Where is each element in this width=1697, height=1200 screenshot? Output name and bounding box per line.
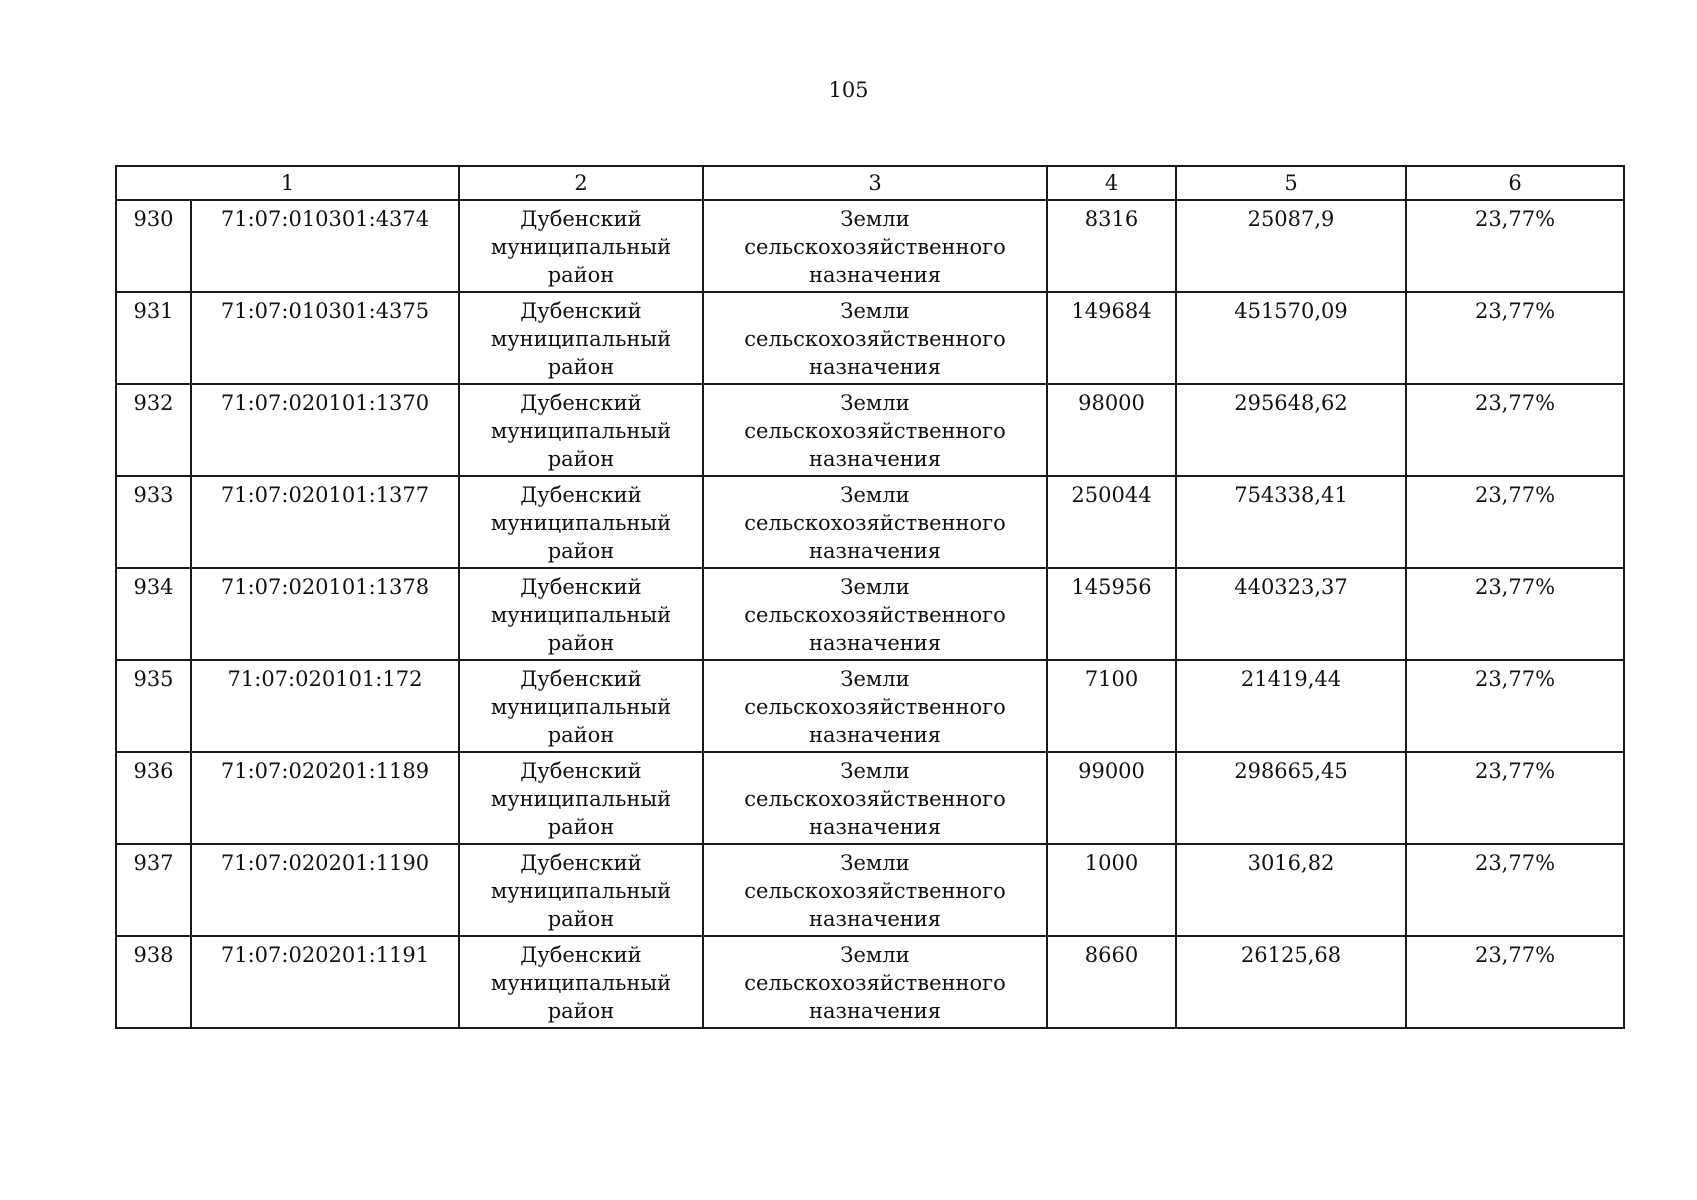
cadastral-value-cell: 21419,44 (1176, 660, 1406, 752)
header-cell-4: 4 (1047, 166, 1176, 200)
district-line: муниципальный (490, 787, 672, 811)
land-category-line: Земли сельскохозяйственного (744, 575, 1006, 627)
district-cell (459, 568, 703, 660)
district-cell (459, 660, 703, 752)
land-category-line: Земли сельскохозяйственного (744, 943, 1006, 995)
district-line: Дубенский (520, 759, 642, 783)
cadastral-number-cell: 71:07:020201:1189 (191, 752, 459, 844)
district-line: район (547, 447, 615, 471)
row-number-cell: 935 (116, 660, 191, 752)
area-cell: 149684 (1047, 292, 1176, 384)
land-category-cell (703, 384, 1047, 476)
rate-cell: 23,77% (1406, 384, 1624, 476)
land-category-cell (703, 936, 1047, 1028)
land-category-line: Земли сельскохозяйственного (744, 759, 1006, 811)
land-category-line: Земли сельскохозяйственного (744, 667, 1006, 719)
table-row (116, 200, 1624, 292)
land-category-line: назначения (808, 907, 942, 931)
rate-cell: 23,77% (1406, 292, 1624, 384)
table-row (116, 476, 1624, 568)
district-line: муниципальный (490, 879, 672, 903)
cadastral-value-cell: 754338,41 (1176, 476, 1406, 568)
land-category-line: назначения (808, 355, 942, 379)
table-row (116, 292, 1624, 384)
district-line: Дубенский (520, 483, 642, 507)
land-category-cell (703, 844, 1047, 936)
land-category-line: Земли сельскохозяйственного (744, 483, 1006, 535)
district-cell (459, 200, 703, 292)
header-cell-1: 1 (116, 166, 459, 200)
district-line: Дубенский (520, 851, 642, 875)
land-category-cell (703, 200, 1047, 292)
cadastral-value-cell: 26125,68 (1176, 936, 1406, 1028)
district-line: район (547, 539, 615, 563)
land-category-line: Земли сельскохозяйственного (744, 207, 1006, 259)
district-line: Дубенский (520, 299, 642, 323)
district-cell (459, 292, 703, 384)
district-line: район (547, 631, 615, 655)
cadastral-value-cell: 25087,9 (1176, 200, 1406, 292)
rate-cell: 23,77% (1406, 936, 1624, 1028)
district-line: район (547, 263, 615, 287)
rate-cell: 23,77% (1406, 844, 1624, 936)
table-header-row (116, 166, 1624, 200)
land-category-cell (703, 660, 1047, 752)
cadastral-number-cell: 71:07:010301:4374 (191, 200, 459, 292)
rate-cell: 23,77% (1406, 660, 1624, 752)
cadastral-number-cell: 71:07:020101:1378 (191, 568, 459, 660)
district-line: район (547, 907, 615, 931)
land-category-line: назначения (808, 631, 942, 655)
row-number-cell: 936 (116, 752, 191, 844)
rate-cell: 23,77% (1406, 200, 1624, 292)
district-line: Дубенский (520, 207, 642, 231)
district-line: муниципальный (490, 603, 672, 627)
district-line: муниципальный (490, 419, 672, 443)
cadastral-value-cell: 298665,45 (1176, 752, 1406, 844)
district-line: муниципальный (490, 511, 672, 535)
table-row (116, 660, 1624, 752)
land-category-line: Земли сельскохозяйственного (744, 391, 1006, 443)
land-category-line: назначения (808, 815, 942, 839)
district-line: муниципальный (490, 235, 672, 259)
header-cell-2: 2 (459, 166, 703, 200)
cadastral-number-cell: 71:07:020101:1377 (191, 476, 459, 568)
row-number-cell: 930 (116, 200, 191, 292)
header-cell-5: 5 (1176, 166, 1406, 200)
table-row (116, 568, 1624, 660)
page-number: 105 (828, 78, 869, 102)
area-cell: 145956 (1047, 568, 1176, 660)
land-category-line: Земли сельскохозяйственного (744, 299, 1006, 351)
rate-cell: 23,77% (1406, 476, 1624, 568)
district-line: Дубенский (520, 943, 642, 967)
land-category-line: назначения (808, 447, 942, 471)
table-row (116, 752, 1624, 844)
district-line: район (547, 999, 615, 1023)
table-row (116, 384, 1624, 476)
cadastral-value-cell: 451570,09 (1176, 292, 1406, 384)
area-cell: 98000 (1047, 384, 1176, 476)
cadastral-number-cell: 71:07:020201:1191 (191, 936, 459, 1028)
district-line: муниципальный (490, 695, 672, 719)
land-category-cell (703, 292, 1047, 384)
district-cell (459, 752, 703, 844)
land-category-cell (703, 752, 1047, 844)
row-number-cell: 938 (116, 936, 191, 1028)
header-cell-6: 6 (1406, 166, 1624, 200)
table-row (116, 936, 1624, 1028)
land-category-line: назначения (808, 723, 942, 747)
district-line: муниципальный (490, 327, 672, 351)
district-line: Дубенский (520, 391, 642, 415)
area-cell: 1000 (1047, 844, 1176, 936)
table-row (116, 844, 1624, 936)
district-cell (459, 844, 703, 936)
land-category-line: назначения (808, 539, 942, 563)
cadastral-value-cell: 295648,62 (1176, 384, 1406, 476)
cadastral-value-cell: 440323,37 (1176, 568, 1406, 660)
district-cell (459, 384, 703, 476)
cadastral-number-cell: 71:07:010301:4375 (191, 292, 459, 384)
header-cell-3: 3 (703, 166, 1047, 200)
cadastral-number-cell: 71:07:020201:1190 (191, 844, 459, 936)
district-line: Дубенский (520, 575, 642, 599)
row-number-cell: 937 (116, 844, 191, 936)
district-line: район (547, 723, 615, 747)
row-number-cell: 931 (116, 292, 191, 384)
district-line: Дубенский (520, 667, 642, 691)
row-number-cell: 934 (116, 568, 191, 660)
land-category-line: назначения (808, 263, 942, 287)
land-category-cell (703, 476, 1047, 568)
land-plot-table (115, 165, 1625, 1029)
land-category-line: Земли сельскохозяйственного (744, 851, 1006, 903)
rate-cell: 23,77% (1406, 568, 1624, 660)
land-category-line: назначения (808, 999, 942, 1023)
cadastral-number-cell: 71:07:020101:172 (191, 660, 459, 752)
cadastral-number-cell: 71:07:020101:1370 (191, 384, 459, 476)
area-cell: 250044 (1047, 476, 1176, 568)
row-number-cell: 932 (116, 384, 191, 476)
cadastral-value-cell: 3016,82 (1176, 844, 1406, 936)
table-body (116, 166, 1624, 1028)
rate-cell: 23,77% (1406, 752, 1624, 844)
district-cell (459, 936, 703, 1028)
district-line: район (547, 355, 615, 379)
land-category-cell (703, 568, 1047, 660)
area-cell: 99000 (1047, 752, 1176, 844)
district-line: муниципальный (490, 971, 672, 995)
area-cell: 8660 (1047, 936, 1176, 1028)
area-cell: 7100 (1047, 660, 1176, 752)
district-line: район (547, 815, 615, 839)
district-cell (459, 476, 703, 568)
area-cell: 8316 (1047, 200, 1176, 292)
row-number-cell: 933 (116, 476, 191, 568)
